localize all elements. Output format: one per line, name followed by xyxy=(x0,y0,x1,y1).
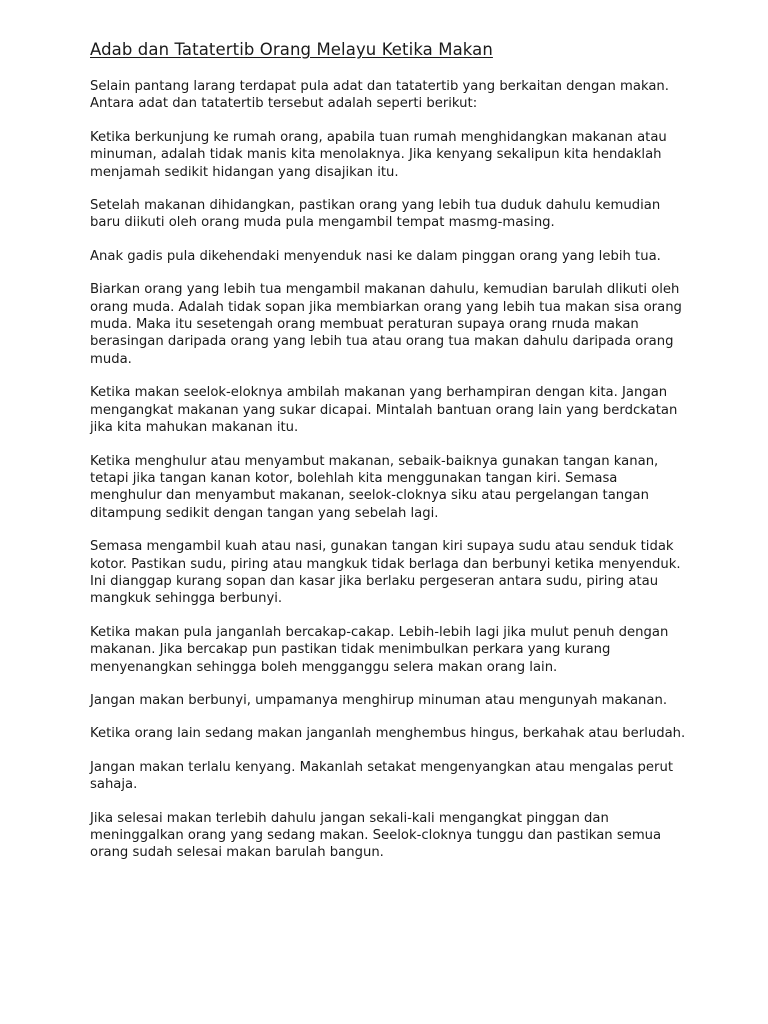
document-title: Adab dan Tatatertib Orang Melayu Ketika Makan xyxy=(90,40,493,59)
paragraph-seating: Setelah makanan dihidangkan, pastikan orang yang lebih tua duduk dahulu kemudian baru diikuti oleh orang muda pula mengambil tempat masmg-masing. xyxy=(90,198,661,231)
paragraph-noise: Jangan makan berbunyi, umpamanya menghirup minuman atau mengunyah makanan. xyxy=(90,692,668,708)
paragraph-passing-food: Ketika menghulur atau menyambut makanan, sebaik-baiknya gunakan tangan kanan, tetapi jika tangan kanan kotor, bolehlah kita menggunakan tangan kiri. Semasa menghulur dan menyambut makanan, seelok-cloknya siku atau pergelangan tangan ditampung sedikit dengan tangan yang sebelah lagi. xyxy=(90,453,659,521)
paragraph-utensils: Semasa mengambil kuah atau nasi, gunakan tangan kiri supaya sudu atau senduk tidak kotor. Pastikan sudu, piring atau mangkuk tidak berlaga dan berbunyi ketika menyenduk. Ini dianggap kurang sopan dan kasar jika berlaku pergeseran antara sudu, piring atau mangkuk sehingga berbunyi. xyxy=(90,539,681,607)
paragraph-finishing: Jika selesai makan terlebih dahulu jangan sekali-kali mengangkat pinggan dan meninggalkan orang yang sedang makan. Seelok-cloknya tunggu dan pastikan semua orang sudah selesai makan barulah bangun. xyxy=(90,810,662,861)
paragraph-nearby-food: Ketika makan seelok-eloknya ambilah makanan yang berhampiran dengan kita. Jangan mengangkat makanan yang sukar dicapai. Mintalah bantuan orang lain yang berdckatan jika kita mahukan makanan itu. xyxy=(90,385,678,436)
paragraph-intro: Selain pantang larang terdapat pula adat dan tatatertib yang berkaitan dengan makan. Antara adat dan tatatertib tersebut adalah seperti berikut: xyxy=(90,79,669,112)
paragraph-serving-rice: Anak gadis pula dikehendaki menyenduk nasi ke dalam pinggan orang yang lebih tua. xyxy=(90,248,661,264)
paragraph-elders-first: Biarkan orang yang lebih tua mengambil makanan dahulu, kemudian barulah dlikuti oleh orang muda. Adalah tidak sopan jika membiarkan orang yang lebih tua makan sisa orang muda. Maka itu sesetengah orang membuat peraturan supaya orang rnuda makan berasingan daripada orang yang lebih tua atau orang tua makan dahulu daripada orang muda. xyxy=(90,282,682,367)
paragraph-talking: Ketika makan pula janganlah bercakap-cakap. Lebih-lebih lagi jika mulut penuh dengan makanan. Jika bercakap pun pastikan tidak menimbulkan perkara yang kurang menyenangkan sehingga boleh mengganggu selera makan orang lain. xyxy=(90,624,669,675)
document-page xyxy=(90,38,690,878)
paragraph-hygiene: Ketika orang lain sedang makan janganlah menghembus hingus, berkahak atau berludah. xyxy=(90,726,686,742)
paragraph-moderation: Jangan makan terlalu kenyang. Makanlah setakat mengenyangkan atau mengalas perut sahaja. xyxy=(90,759,673,793)
paragraph-visiting: Ketika berkunjung ke rumah orang, apabila tuan rumah menghidangkan makanan atau minuman, adalah tidak manis kita menolaknya. Jika kenyang sekalipun kita hendaklah menjamah sedikit hidangan yang disajikan itu. xyxy=(90,129,667,180)
